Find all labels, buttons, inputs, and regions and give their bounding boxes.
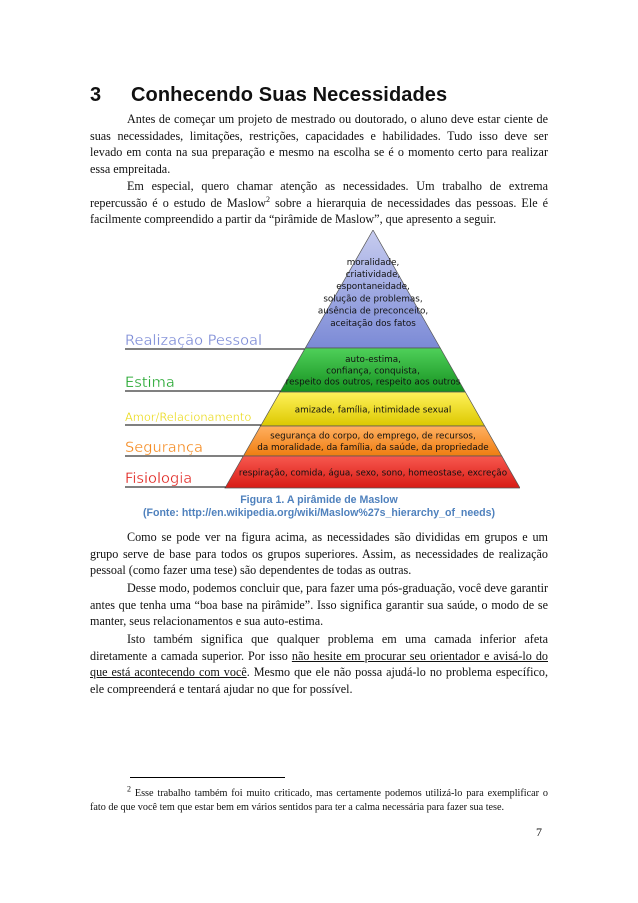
paragraph-2-text-a: Em especial, quero chamar atenção as necessidades. Um trabalho de extrema repercussão é o estudo de Maslow — [90, 179, 548, 210]
paragraph-1-text: Antes de começar um projeto de mestrado ou doutorado, o aluno deve estar ciente de suas necessidades, limitações, restrições, capacidades e habilidades. Tudo isso deve ser levado em conta na sua preparação e mesmo na escolha se é o momento certo para realizar essa empreitada. — [90, 112, 548, 176]
footnote-mark: 2 — [127, 784, 131, 794]
pyramid-level-text: aceitação dos fatos — [330, 318, 416, 329]
paragraph-5 — [90, 631, 548, 697]
pyramid-label-realizacao: Realização Pessoal — [125, 332, 263, 349]
pyramid-level-text: espontaneidade, — [336, 282, 410, 293]
figure-caption-title: Figura 1. A pirâmide de Maslow — [240, 494, 398, 506]
paragraph-3-text: Como se pode ver na figura acima, as necessidades são divididas em grupos e um grupo serve de base para todos os grupos superiores. Assim, as necessidades de realização pessoal (como fazer uma tese) são dependentes de todas as outras. — [90, 530, 548, 578]
pyramid-level-text: respiração, comida, água, sexo, sono, homeostase, excreção — [238, 468, 508, 479]
pyramid-level-text: auto-estima, — [345, 355, 401, 366]
section-number: 3 — [90, 84, 102, 106]
paragraph-1 — [90, 111, 548, 177]
paragraph-4 — [90, 580, 548, 630]
page-number: 7 — [536, 825, 542, 839]
pyramid-level-text: amizade, família, intimidade sexual — [294, 405, 452, 416]
pyramid-label-fisiologia: Fisiologia — [125, 470, 193, 487]
pyramid-level-text: segurança do corpo, do emprego, de recursos, — [270, 431, 476, 442]
section-heading — [90, 84, 447, 107]
paragraph-2-text-b: sobre a hierarquia de necessidades das pessoas. Ele é facilmente compreendido a partir da “pirâmide de Maslow”, que apresento a seguir. — [90, 195, 548, 227]
paragraph-5-text-b: . Mesmo que ele não possa ajudá-lo no problema específico, ele compreenderá e tentará ajudar no que for possível. — [90, 665, 548, 696]
paragraph-4-text: Desse modo, podemos concluir que, para fazer uma pós-graduação, você deve garantir antes que tenha uma “boa base na pirâmide”. Isso significa garantir sua saúde, o modo de se manter, seus relacionamentos e sua auto-estima. — [90, 581, 548, 629]
pyramid-label-amor: Amor/Relacionamento — [125, 410, 252, 424]
figure-caption-source: (Fonte: http://en.wikipedia.org/wiki/Maslow%27s_hierarchy_of_needs) — [142, 507, 496, 519]
pyramid-level-text: moralidade, — [346, 257, 400, 268]
paragraph-5-text-a: Isto também significa que qualquer problema em uma camada inferior afeta diretamente a camada superior. Por isso — [90, 632, 548, 663]
pyramid-level-text: criatividade, — [345, 270, 401, 280]
footnote-divider — [130, 777, 285, 778]
pyramid-level-text: respeito dos outros, respeito aos outros — [285, 377, 461, 388]
pyramid-label-seguranca: Segurança — [125, 439, 203, 456]
section-title: Conhecendo Suas Necessidades — [131, 84, 448, 106]
paragraph-5-underlined: não hesite em procurar seu orientador e avisá-lo do que está acontecendo com você — [90, 648, 548, 680]
footnote — [90, 784, 548, 815]
pyramid-level-text: ausência de preconceito, — [317, 306, 429, 317]
pyramid-label-estima: Estima — [125, 374, 175, 391]
maslow-pyramid-figure — [120, 230, 520, 492]
footnote-text: Esse trabalho também foi muito criticado, mas certamente podemos utilizá-lo para exemplificar o fato de que você tem que estar bem em vários sentidos para ter a calma necessária para fazer sua tese. — [90, 788, 548, 813]
pyramid-level-text: da moralidade, da família, da saúde, da propriedade — [257, 442, 489, 453]
paragraph-2 — [90, 178, 548, 228]
paragraph-3 — [90, 529, 548, 579]
pyramid-level-text: confiança, conquista, — [326, 366, 420, 377]
pyramid-level-text: solução de problemas, — [323, 294, 423, 305]
footnote-reference[interactable]: 2 — [266, 194, 271, 204]
